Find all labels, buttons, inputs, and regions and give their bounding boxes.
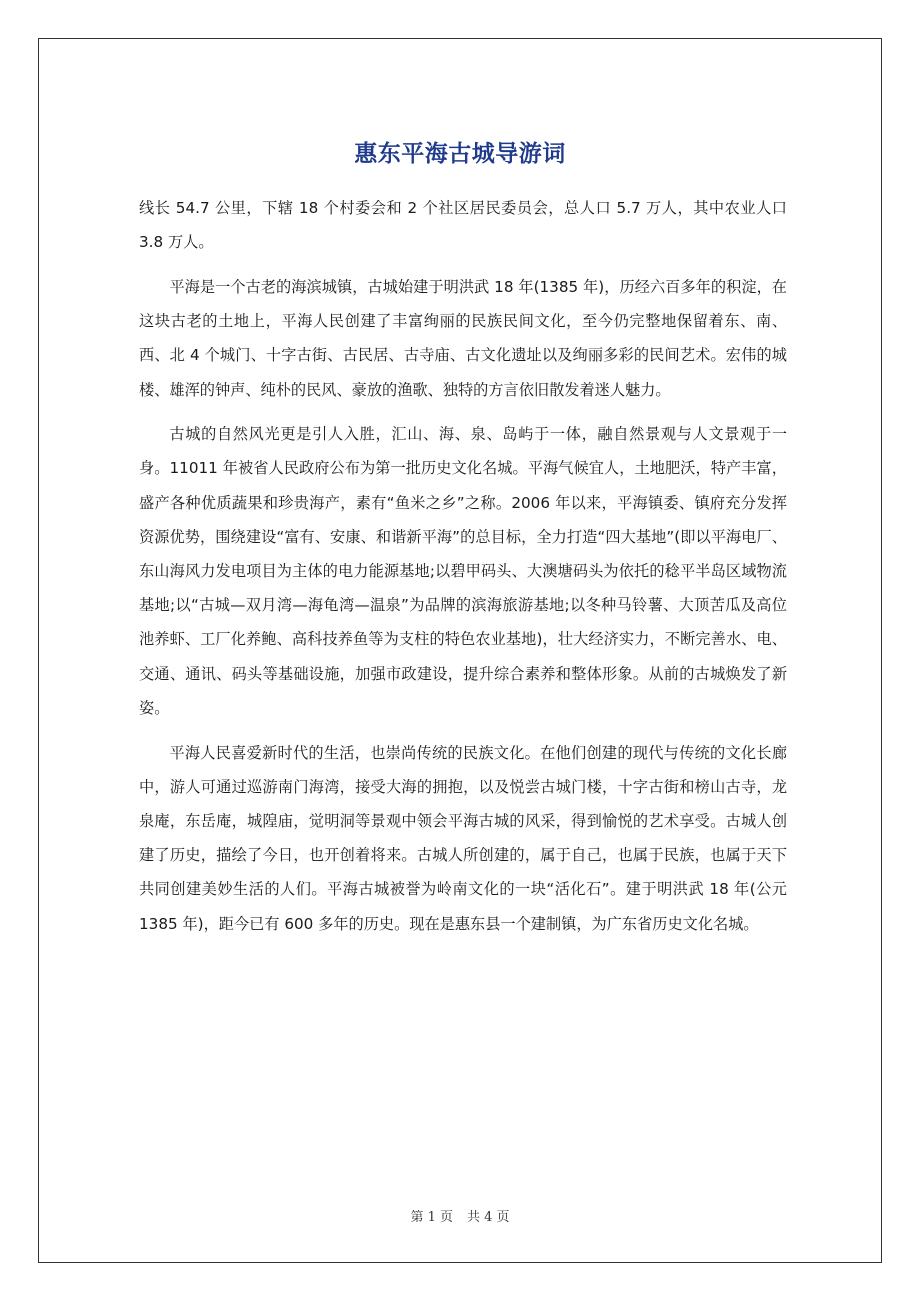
paragraph-1: 线长 54.7 公里，下辖 18 个村委会和 2 个社区居民委员会，总人口 5.7 万人，其中农业人口 3.8 万人。 <box>139 199 787 252</box>
page-number: 第 1 页 <box>410 1210 453 1225</box>
paragraph-4: 平海人民喜爱新时代的生活，也崇尚传统的民族文化。在他们创建的现代与传统的文化长廊中，游人可通过巡游南门海湾，接受大海的拥抱，以及悦尝古城门楼，十字古街和榜山古寺，龙泉庵，东岳庵，城隍庙，觉明洞等景观中领会平海古城的风采，得到愉悦的艺术享受。古城人创建了历史，描绘了今日，也开创着将来。古城人所创建的，属于自己，也属于民族，也属于天下共同创建美妙生活的人们。平海古城被誉为岭南文化的一块“活化石”。建于明洪武 18 年(公元 1385 年)，距今已有 600 多年的历史。现在是惠东县一个建制镇，为广东省历史文化名城。 <box>139 743 787 933</box>
page-footer <box>0 1206 920 1225</box>
paragraph-3: 古城的自然风光更是引人入胜，汇山、海、泉、岛屿于一体，融自然景观与人文景观于一身。11011 年被省人民政府公布为第一批历史文化名城。平海气候宜人，土地肥沃，特产丰富，盛产各种优质蔬果和珍贵海产，素有“鱼米之乡”之称。2006 年以来，平海镇委、镇府充分发挥资源优势，围绕建设“富有、安康、和谐新平海”的总目标，全力打造“四大基地”(即以平海电厂、东山海风力发电项目为主体的电力能源基地;以碧甲码头、大澳塘码头为依托的稔平半岛区域物流基地;以“古城—双月湾—海龟湾—温泉”为品牌的滨海旅游基地;以冬种马铃薯、大顶苦瓜及高位池养虾、工厂化养鲍、高科技养鱼等为支柱的特色农业基地)，壮大经济实力，不断完善水、电、交通、通讯、码头等基础设施，加强市政建设，提升综合素养和整体形象。从前的古城焕发了新姿。 <box>139 425 787 717</box>
paragraph-2: 平海是一个古老的海滨城镇，古城始建于明洪武 18 年(1385 年)，历经六百多年的积淀，在这块古老的土地上，平海人民创建了丰富绚丽的民族民间文化，至今仍完整地保留着东、南、西、北 4 个城门、十字古街、古民居、古寺庙、古文化遗址以及绚丽多彩的民间艺术。宏伟的城楼、雄浑的钟声、纯朴的民风、豪放的渔歌、独特的方言依旧散发着迷人魅力。 <box>139 277 787 399</box>
document-title: 惠东平海古城导游词 <box>354 141 566 168</box>
page-total: 共 4 页 <box>467 1210 510 1225</box>
document-body <box>139 191 787 951</box>
